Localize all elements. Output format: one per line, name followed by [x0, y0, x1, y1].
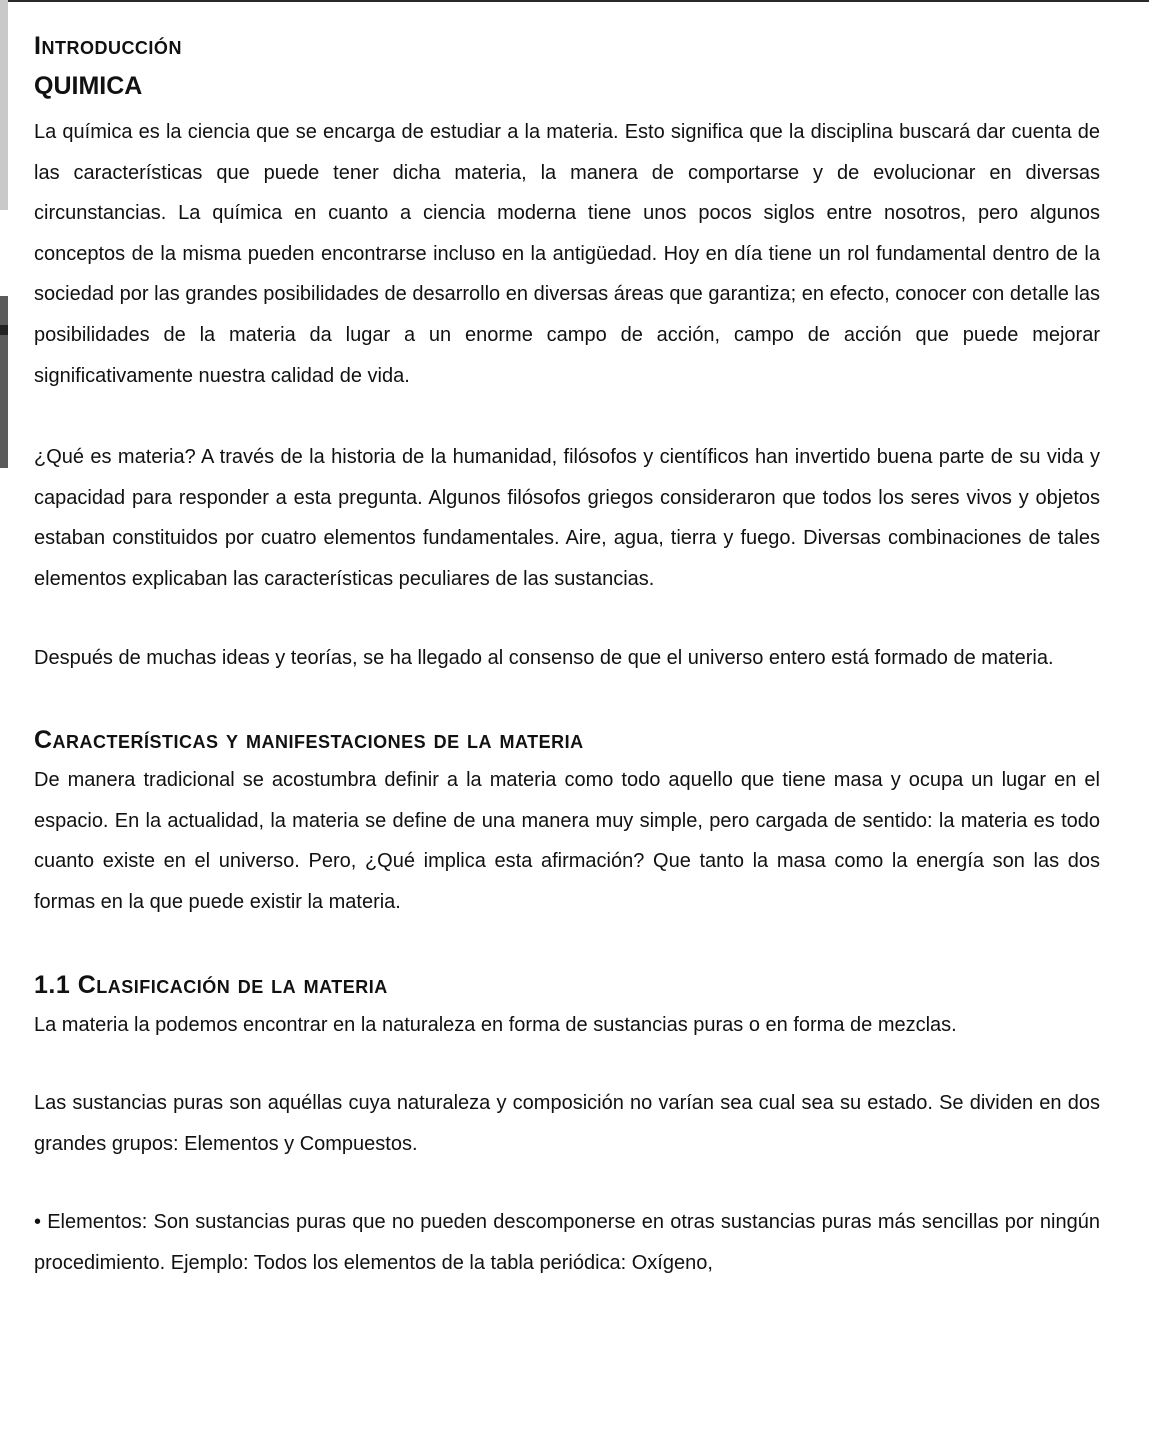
- heading-clasificacion: 1.1 Clasificación de la materia: [34, 970, 388, 999]
- heading-introduccion: Introducción: [34, 32, 182, 60]
- paragraph-quimica-definicion: La química es la ciencia que se encarga de estudiar a la materia. Esto significa que la disciplina buscará dar cuenta de las características que puede tener dicha materia, la manera de comportarse y de evolucionar en diversas circunstancias. La química en cuanto a ciencia moderna tiene unos pocos siglos entre nosotros, pero algunos conceptos de la misma pueden encontrarse incluso en la antigüedad. Hoy en día tiene un rol fundamental dentro de la sociedad por las grandes posibilidades de desarrollo en diversas áreas que garantiza; en efecto, conocer con detalle las posibilidades de la materia da lugar a un enorme campo de acción, campo de acción que puede mejorar significativamente nuestra calidad de vida.: [34, 121, 1100, 387]
- paragraph-spacer: [34, 1045, 1100, 1083]
- subheading-quimica: QUIMICA: [34, 72, 143, 100]
- left-edge-shadow: [0, 0, 8, 210]
- left-edge-mark: [0, 325, 8, 335]
- paragraph-spacer: [34, 396, 1100, 437]
- paragraph-spacer: [34, 1164, 1100, 1202]
- paragraph-spacer: [34, 600, 1100, 638]
- top-border-line: [0, 0, 1149, 2]
- document-body: [34, 26, 1100, 1283]
- paragraph-definicion-materia: De manera tradicional se acostumbra definir a la materia como todo aquello que tiene masa y ocupa un lugar en el espacio. En la actualidad, la materia se define de una manera muy simple, pero cargada de sentido: la materia es todo cuanto existe en el universo. Pero, ¿Qué implica esta afirmación? Que tanto la masa como la energía son las dos formas en la que puede existir la materia.: [34, 769, 1100, 913]
- section-spacer: [34, 923, 1100, 965]
- paragraph-sustancias-mezclas: La materia la podemos encontrar en la naturaleza en forma de sustancias puras o en forma de mezclas.: [34, 1013, 957, 1036]
- paragraph-sustancias-puras: Las sustancias puras son aquéllas cuya naturaleza y composición no varían sea cual sea su estado. Se dividen en dos grandes grupos: Elementos y Compuestos.: [34, 1092, 1100, 1155]
- heading-caracteristicas: Características y manifestaciones de la materia: [34, 726, 584, 755]
- section-spacer: [34, 678, 1100, 720]
- left-edge-page-fold: [0, 296, 8, 468]
- paragraph-que-es-materia: ¿Qué es materia? A través de la historia de la humanidad, filósofos y científicos han invertido buena parte de su vida y capacidad para responder a esta pregunta. Algunos filósofos griegos consideraron que todos los seres vivos y objetos estaban constituidos por cuatro elementos fundamentales. Aire, agua, tierra y fuego. Diversas combinaciones de tales elementos explicaban las características peculiares de las sustancias.: [34, 446, 1100, 590]
- paragraph-consenso: Después de muchas ideas y teorías, se ha llegado al consenso de que el universo entero está formado de materia.: [34, 646, 1054, 669]
- bullet-elementos: • Elementos: Son sustancias puras que no pueden descomponerse en otras sustancias puras más sencillas por ningún procedimiento. Ejemplo: Todos los elementos de la tabla periódica: Oxígeno,: [34, 1211, 1100, 1274]
